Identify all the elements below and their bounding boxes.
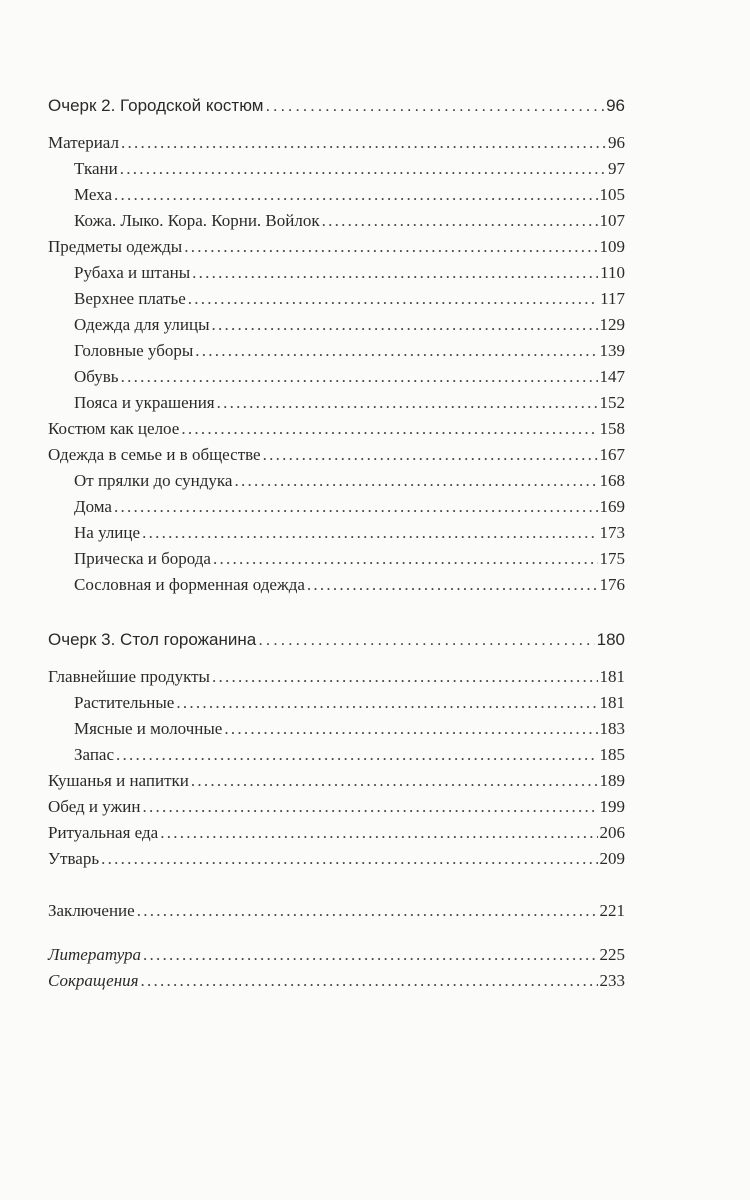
toc-page-number: 181	[599, 693, 625, 712]
toc-entry-title: Мясные и молочные	[74, 719, 223, 738]
toc-entry-title: Ткани	[74, 159, 118, 178]
toc-entry-title: Растительные	[74, 693, 175, 712]
dot-leader	[114, 494, 598, 520]
toc-section-dinner[interactable]	[48, 794, 625, 820]
toc-entry-title: Материал	[48, 133, 119, 152]
toc-subsection[interactable]	[48, 546, 625, 572]
toc-entry-title: Ритуальная еда	[48, 823, 159, 842]
toc-page-number: 180	[596, 630, 625, 649]
toc-entry-title: Прическа и борода	[74, 549, 211, 568]
toc-conclusion[interactable]	[48, 898, 625, 924]
toc-page-number: 233	[599, 971, 625, 990]
dot-leader	[121, 364, 598, 390]
toc-subsection[interactable]	[48, 208, 625, 234]
toc-subsection[interactable]	[48, 286, 625, 312]
toc-subsection[interactable]	[48, 312, 625, 338]
dot-leader	[188, 286, 598, 312]
dot-leader	[143, 942, 597, 968]
toc-subsection[interactable]	[48, 572, 625, 598]
dot-leader	[143, 794, 598, 820]
dot-leader	[160, 820, 597, 846]
dot-leader	[258, 624, 594, 656]
toc-page-number: 147	[599, 367, 625, 386]
dot-leader	[195, 338, 597, 364]
toc-subsection[interactable]	[48, 182, 625, 208]
toc-entry-title: Рубаха и штаны	[74, 263, 191, 282]
toc-entry-title: Кушанья и напитки	[48, 771, 189, 790]
toc-entry-title: Дома	[74, 497, 112, 516]
toc-section-family-society[interactable]	[48, 442, 625, 468]
toc-entry-title: На улице	[74, 523, 141, 542]
dot-leader	[176, 690, 597, 716]
toc-page-number: 107	[599, 211, 625, 230]
toc-chapter-2[interactable]	[48, 90, 625, 122]
toc-entry-title: Кожа. Лыко. Кора. Корни. Войлок	[74, 211, 320, 230]
toc-page-number: 168	[599, 471, 625, 490]
toc-page-number: 110	[600, 263, 625, 282]
dot-leader	[192, 260, 598, 286]
dot-leader	[212, 664, 598, 690]
toc-entry-title: Главнейшие продукты	[48, 667, 210, 686]
toc-subsection[interactable]	[48, 690, 625, 716]
toc-entry-title: Сословная и форменная одежда	[74, 575, 305, 594]
toc-entry-title: Предметы одежды	[48, 237, 183, 256]
toc-page-number: 169	[599, 497, 625, 516]
toc-subsection[interactable]	[48, 742, 625, 768]
table-of-contents	[48, 90, 625, 994]
toc-page-number: 189	[599, 771, 625, 790]
toc-page-number: 139	[599, 341, 625, 360]
toc-subsection[interactable]	[48, 468, 625, 494]
toc-section-utensils[interactable]	[48, 846, 625, 872]
dot-leader	[224, 716, 597, 742]
dot-leader	[114, 182, 597, 208]
toc-section-main-products[interactable]	[48, 664, 625, 690]
toc-page-number: 96	[606, 96, 625, 115]
dot-leader	[137, 898, 598, 924]
dot-leader	[234, 468, 597, 494]
toc-subsection[interactable]	[48, 390, 625, 416]
toc-section-ritual[interactable]	[48, 820, 625, 846]
toc-page-number: 206	[599, 823, 625, 842]
toc-entry-title: Литература	[48, 945, 142, 964]
dot-leader	[184, 234, 597, 260]
toc-entry-title: Меха	[74, 185, 113, 204]
toc-subsection[interactable]	[48, 520, 625, 546]
toc-page-number: 105	[599, 185, 625, 204]
toc-chapter-3[interactable]	[48, 624, 625, 656]
toc-entry-title: Запас	[74, 745, 115, 764]
toc-abbreviations[interactable]	[48, 968, 625, 994]
dot-leader	[263, 442, 598, 468]
toc-section-items-of-clothing[interactable]	[48, 234, 625, 260]
dot-leader	[121, 130, 606, 156]
toc-subsection[interactable]	[48, 494, 625, 520]
toc-subsection[interactable]	[48, 260, 625, 286]
toc-section-costume-whole[interactable]	[48, 416, 625, 442]
toc-page-number: 175	[599, 549, 625, 568]
toc-entry-title: Очерк 2. Городской костюм	[48, 96, 264, 115]
toc-page-number: 167	[599, 445, 625, 464]
toc-page-number: 158	[599, 419, 625, 438]
dot-leader	[141, 968, 598, 994]
toc-page-number: 221	[599, 901, 625, 920]
toc-page-number: 117	[600, 289, 625, 308]
toc-entry-title: Головные уборы	[74, 341, 194, 360]
toc-entry-title: Очерк 3. Стол горожанина	[48, 630, 257, 649]
dot-leader	[181, 416, 597, 442]
toc-entry-title: Обед и ужин	[48, 797, 141, 816]
toc-entry-title: Сокращения	[48, 971, 139, 990]
toc-subsection[interactable]	[48, 156, 625, 182]
toc-literature[interactable]	[48, 942, 625, 968]
toc-page-number: 97	[608, 159, 625, 178]
toc-page-number: 181	[599, 667, 625, 686]
dot-leader	[322, 208, 598, 234]
dot-leader	[116, 742, 597, 768]
toc-subsection[interactable]	[48, 364, 625, 390]
dot-leader	[307, 572, 598, 598]
toc-entry-title: Костюм как целое	[48, 419, 180, 438]
toc-page-number: 185	[599, 745, 625, 764]
toc-entry-title: Пояса и украшения	[74, 393, 215, 412]
dot-leader	[101, 846, 597, 872]
toc-page-number: 152	[599, 393, 625, 412]
toc-entry-title: От прялки до сундука	[74, 471, 233, 490]
toc-page-number: 209	[599, 849, 625, 868]
toc-entry-title: Одежда для улицы	[74, 315, 210, 334]
toc-subsection[interactable]	[48, 338, 625, 364]
toc-page-number: 173	[599, 523, 625, 542]
toc-entry-title: Утварь	[48, 849, 100, 868]
dot-leader	[120, 156, 606, 182]
toc-entry-title: Верхнее платье	[74, 289, 186, 308]
dot-leader	[217, 390, 598, 416]
toc-page-number: 129	[599, 315, 625, 334]
toc-section-material[interactable]	[48, 130, 625, 156]
toc-page-number: 183	[599, 719, 625, 738]
dot-leader	[265, 90, 604, 122]
toc-entry-title: Обувь	[74, 367, 119, 386]
toc-page-number: 225	[599, 945, 625, 964]
toc-subsection[interactable]	[48, 716, 625, 742]
toc-entry-title: Заключение	[48, 901, 135, 920]
toc-section-dishes[interactable]	[48, 768, 625, 794]
dot-leader	[213, 546, 598, 572]
toc-page-number: 96	[608, 133, 625, 152]
dot-leader	[191, 768, 598, 794]
dot-leader	[142, 520, 597, 546]
toc-page-number: 199	[599, 797, 625, 816]
dot-leader	[212, 312, 598, 338]
toc-entry-title: Одежда в семье и в обществе	[48, 445, 261, 464]
toc-page-number: 109	[599, 237, 625, 256]
toc-page-number: 176	[599, 575, 625, 594]
